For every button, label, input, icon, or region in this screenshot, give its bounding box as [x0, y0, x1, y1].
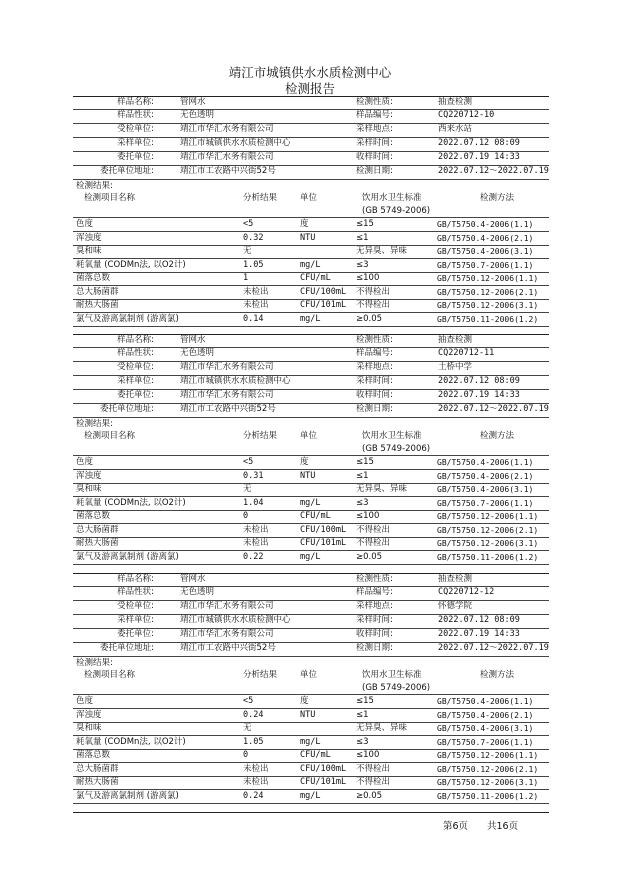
table-cell-std: 不得检出	[356, 538, 391, 548]
col-method-header: 检测方法	[480, 670, 515, 680]
table-cell-item: 菌落总数	[76, 273, 111, 283]
table-cell-result: 1.04	[243, 497, 264, 508]
table-cell-std: ≥0.05	[356, 551, 383, 562]
table-cell-result: 无	[243, 484, 252, 494]
col-unit-header: 单位	[300, 431, 318, 441]
table-cell-result: 无	[243, 246, 252, 256]
label-entrust: 委托单位:	[117, 152, 154, 162]
table-cell-item: 菌落总数	[76, 750, 111, 760]
table-cell-method: GB/T5750.12-2006(1.1)	[437, 512, 539, 521]
table-cell-method: GB/T5750.12-2006(3.1)	[437, 778, 539, 787]
table-cell-unit: CFU/mL	[300, 511, 331, 521]
label-test-date: 检测日期:	[356, 404, 393, 414]
table-cell-method: GB/T5750.11-2006(1.2)	[437, 791, 539, 801]
label-sample-name: 样品名称:	[117, 97, 154, 107]
col-method-header: 检测方法	[480, 431, 515, 441]
label-sample-desc: 样品性状:	[117, 348, 154, 358]
value-sample-time: 2022.07.12 08:09	[438, 615, 520, 625]
table-row-rule	[73, 326, 549, 327]
value-site: 西来水站	[438, 124, 473, 134]
value-client: 靖江市华汇水务有限公司	[180, 601, 274, 611]
table-cell-method: GB/T5750.4-2006(3.1)	[437, 485, 534, 494]
table-cell-method: GB/T5750.12-2006(1.1)	[437, 274, 539, 283]
table-cell-method: GB/T5750.4-2006(2.1)	[437, 710, 534, 720]
label-entrust-addr: 委托单位地址:	[100, 166, 154, 176]
table-cell-item: 色度	[76, 696, 94, 706]
table-cell-item: 耐热大肠菌	[76, 300, 119, 310]
col-result-header: 分析结果	[243, 193, 278, 203]
value-sample-no: CQ220712-11	[438, 348, 495, 358]
table-cell-result: 0	[243, 750, 249, 760]
row-rule	[73, 614, 549, 615]
table-cell-item: 色度	[76, 457, 94, 467]
label-sample-name: 样品名称:	[117, 335, 154, 345]
table-cell-std: ≤100	[356, 273, 380, 283]
value-desc: 无色透明	[180, 348, 215, 358]
table-cell-item: 耗氧量 (CODMn法, 以O2计)	[76, 736, 186, 747]
value-sampler: 靖江市城镇供水水质检测中心	[180, 376, 291, 386]
value-test-nature: 抽查检测	[438, 97, 473, 107]
label-sampler: 采样单位:	[117, 376, 154, 386]
value-name: 管网水	[180, 97, 206, 107]
table-cell-item: 臭和味	[76, 723, 102, 733]
label-site: 采样地点:	[356, 124, 393, 134]
table-cell-std: ≤100	[356, 511, 380, 521]
col-std-header: 饮用水卫生标准	[362, 193, 422, 203]
info-bottom-rule	[73, 179, 549, 180]
label-entrust-addr: 委托单位地址:	[100, 404, 154, 414]
table-cell-item: 色度	[76, 219, 94, 229]
table-cell-unit: mg/L	[300, 551, 321, 562]
table-cell-std: ≤100	[356, 750, 380, 760]
table-cell-std: ≤15	[356, 457, 374, 467]
value-client: 靖江市华汇水务有限公司	[180, 362, 274, 372]
table-cell-std: 无异臭、异味	[356, 723, 408, 733]
table-cell-result: 未检出	[243, 777, 269, 787]
table-cell-unit: mg/L	[300, 313, 321, 324]
value-entrust-addr: 靖江市工农路中兴街52号	[180, 166, 276, 176]
label-sample-time: 采样时间:	[356, 376, 393, 386]
col-result-header: 分析结果	[243, 670, 278, 680]
value-entrust-addr: 靖江市工农路中兴街52号	[180, 404, 276, 414]
table-cell-method: GB/T5750.12-2006(3.1)	[437, 539, 539, 548]
table-cell-result: 1.05	[243, 259, 264, 270]
table-cell-item: 浑浊度	[76, 232, 102, 243]
value-entrust-addr: 靖江市工农路中兴街52号	[180, 643, 276, 653]
value-entrust: 靖江市华汇水务有限公司	[180, 152, 274, 162]
row-rule	[73, 165, 549, 166]
value-receive-time: 2022.07.19 14:33	[438, 152, 520, 162]
label-sample-desc: 样品性状:	[117, 110, 154, 120]
table-cell-item: 浑浊度	[76, 709, 102, 720]
value-site: 怀德学院	[438, 601, 473, 611]
table-cell-result: 0.22	[243, 551, 264, 562]
table-cell-method: GB/T5750.12-2006(3.1)	[437, 301, 539, 310]
table-cell-item: 浑浊度	[76, 470, 102, 481]
table-cell-result: 0.24	[243, 709, 264, 720]
label-sample-time: 采样时间:	[356, 615, 393, 625]
table-cell-item: 氯气及游离氯制剂 (游离氯)	[76, 313, 179, 324]
table-cell-method: GB/T5750.4-2006(1.1)	[437, 697, 534, 706]
value-test-date: 2022.07.12～2022.07.19	[438, 643, 549, 653]
footer-page: 第6页	[443, 821, 469, 832]
info-bottom-rule	[73, 656, 549, 657]
row-rule	[73, 600, 549, 601]
label-test-date: 检测日期:	[356, 643, 393, 653]
row-rule	[73, 642, 549, 643]
col-item-header: 检测项目名称	[84, 670, 136, 680]
col-std-subheader: (GB 5749-2006)	[362, 683, 431, 693]
table-cell-result: 0.31	[243, 470, 264, 481]
table-cell-std: ≤3	[356, 736, 369, 747]
row-rule	[73, 403, 549, 404]
table-cell-method: GB/T5750.7-2006(1.1)	[437, 737, 534, 747]
table-cell-method: GB/T5750.12-2006(2.1)	[437, 525, 539, 535]
table-cell-std: 无异臭、异味	[356, 484, 408, 494]
table-cell-unit: NTU	[300, 470, 316, 481]
table-cell-std: ≤3	[356, 259, 369, 270]
label-client: 受检单位:	[117, 601, 154, 611]
table-cell-method: GB/T5750.4-2006(2.1)	[437, 233, 534, 243]
col-method-header: 检测方法	[480, 193, 515, 203]
label-test-nature: 检测性质:	[356, 97, 393, 107]
row-rule	[73, 628, 549, 629]
table-cell-item: 菌落总数	[76, 511, 111, 521]
table-cell-result: 0.32	[243, 232, 264, 243]
value-entrust: 靖江市华汇水务有限公司	[180, 390, 274, 400]
row-rule	[73, 347, 549, 348]
table-cell-item: 总大肠菌群	[76, 524, 119, 535]
table-cell-method: GB/T5750.4-2006(1.1)	[437, 458, 534, 467]
col-std-header: 饮用水卫生标准	[362, 431, 422, 441]
col-std-subheader: (GB 5749-2006)	[362, 444, 431, 454]
col-item-header: 检测项目名称	[84, 431, 136, 441]
value-desc: 无色透明	[180, 587, 215, 597]
label-test-nature: 检测性质:	[356, 574, 393, 584]
label-entrust-addr: 委托单位地址:	[100, 643, 154, 653]
table-cell-item: 总大肠菌群	[76, 763, 119, 774]
col-std-subheader: (GB 5749-2006)	[362, 206, 431, 216]
table-cell-method: GB/T5750.12-2006(2.1)	[437, 764, 539, 774]
label-sampler: 采样单位:	[117, 138, 154, 148]
footer-total: 共16页	[487, 821, 519, 832]
row-rule	[73, 586, 549, 587]
label-entrust: 委托单位:	[117, 629, 154, 639]
value-name: 管网水	[180, 574, 206, 584]
org-title: 靖江市城镇供水水质检测中心	[228, 65, 392, 80]
table-cell-result: 未检出	[243, 763, 269, 774]
table-cell-item: 耐热大肠菌	[76, 777, 119, 787]
value-entrust: 靖江市华汇水务有限公司	[180, 629, 274, 639]
table-cell-result: 未检出	[243, 286, 269, 297]
label-entrust: 委托单位:	[117, 390, 154, 400]
value-sample-no: CQ220712-10	[438, 110, 495, 120]
table-cell-method: GB/T5750.7-2006(1.1)	[437, 498, 534, 508]
table-cell-std: ≤3	[356, 497, 369, 508]
value-sample-time: 2022.07.12 08:09	[438, 138, 520, 148]
label-sample-desc: 样品性状:	[117, 587, 154, 597]
table-cell-method: GB/T5750.7-2006(1.1)	[437, 260, 534, 270]
table-cell-method: GB/T5750.4-2006(1.1)	[437, 220, 534, 229]
label-client: 受检单位:	[117, 124, 154, 134]
table-cell-unit: mg/L	[300, 736, 321, 747]
table-cell-std: ≤15	[356, 219, 374, 229]
value-test-nature: 抽查检测	[438, 335, 473, 345]
value-site: 土桥中学	[438, 362, 473, 372]
table-cell-unit: NTU	[300, 232, 316, 243]
value-sampler: 靖江市城镇供水水质检测中心	[180, 138, 291, 148]
value-desc: 无色透明	[180, 110, 215, 120]
value-sampler: 靖江市城镇供水水质检测中心	[180, 615, 291, 625]
table-header-rule	[73, 694, 549, 695]
table-cell-method: GB/T5750.12-2006(2.1)	[437, 287, 539, 297]
table-header-rule	[73, 217, 549, 218]
table-cell-result: 未检出	[243, 300, 269, 310]
table-cell-result: 1.05	[243, 736, 264, 747]
table-cell-unit: 度	[300, 219, 309, 229]
table-cell-unit: CFU/mL	[300, 273, 331, 283]
table-cell-result: 无	[243, 723, 252, 733]
row-rule	[73, 123, 549, 124]
label-sample-no: 样品编号:	[356, 110, 393, 120]
label-client: 受检单位:	[117, 362, 154, 372]
table-cell-method: GB/T5750.12-2006(1.1)	[437, 751, 539, 760]
value-name: 管网水	[180, 335, 206, 345]
table-row-rule	[73, 564, 549, 565]
table-cell-std: ≤1	[356, 232, 369, 243]
table-cell-std: ≤1	[356, 709, 369, 720]
row-rule	[73, 375, 549, 376]
table-cell-result: <5	[243, 457, 254, 467]
table-cell-unit: 度	[300, 696, 309, 706]
table-cell-item: 总大肠菌群	[76, 286, 119, 297]
table-cell-unit: CFU/mL	[300, 750, 331, 760]
label-receive-time: 收样时间:	[356, 629, 393, 639]
table-cell-std: 不得检出	[356, 763, 391, 774]
row-rule	[73, 151, 549, 152]
row-rule	[73, 361, 549, 362]
table-cell-unit: CFU/100mL	[300, 524, 347, 535]
label-site: 采样地点:	[356, 601, 393, 611]
value-sample-no: CQ220712-12	[438, 587, 495, 597]
table-cell-unit: CFU/100mL	[300, 763, 347, 774]
table-cell-std: ≥0.05	[356, 313, 383, 324]
label-test-nature: 检测性质:	[356, 335, 393, 345]
label-receive-time: 收样时间:	[356, 152, 393, 162]
results-label: 检测结果:	[76, 658, 113, 668]
table-cell-std: ≤1	[356, 470, 369, 481]
info-bottom-rule	[73, 417, 549, 418]
row-rule	[73, 389, 549, 390]
label-sample-no: 样品编号:	[356, 587, 393, 597]
label-test-date: 检测日期:	[356, 166, 393, 176]
table-cell-std: 不得检出	[356, 300, 391, 310]
col-unit-header: 单位	[300, 193, 318, 203]
value-client: 靖江市华汇水务有限公司	[180, 124, 274, 134]
table-cell-std: ≥0.05	[356, 790, 383, 801]
value-test-date: 2022.07.12～2022.07.19	[438, 404, 549, 414]
table-cell-std: 不得检出	[356, 286, 391, 297]
value-test-nature: 抽查检测	[438, 574, 473, 584]
col-result-header: 分析结果	[243, 431, 278, 441]
table-cell-std: ≤15	[356, 696, 374, 706]
table-cell-unit: CFU/101mL	[300, 777, 347, 787]
table-cell-result: <5	[243, 219, 254, 229]
table-cell-item: 氯气及游离氯制剂 (游离氯)	[76, 790, 179, 801]
label-receive-time: 收样时间:	[356, 390, 393, 400]
label-sample-time: 采样时间:	[356, 138, 393, 148]
table-cell-unit: mg/L	[300, 497, 321, 508]
label-sample-name: 样品名称:	[117, 574, 154, 584]
table-cell-method: GB/T5750.4-2006(3.1)	[437, 247, 534, 256]
table-cell-method: GB/T5750.11-2006(1.2)	[437, 552, 539, 562]
table-cell-unit: 度	[300, 457, 309, 467]
table-cell-unit: mg/L	[300, 259, 321, 270]
table-cell-result: 未检出	[243, 538, 269, 548]
table-cell-item: 臭和味	[76, 484, 102, 494]
table-cell-std: 不得检出	[356, 524, 391, 535]
table-cell-item: 耗氧量 (CODMn法, 以O2计)	[76, 259, 186, 270]
table-cell-method: GB/T5750.4-2006(3.1)	[437, 724, 534, 733]
col-unit-header: 单位	[300, 670, 318, 680]
table-cell-result: 1	[243, 273, 249, 283]
table-cell-unit: CFU/101mL	[300, 538, 347, 548]
table-header-rule	[73, 455, 549, 456]
label-sampler: 采样单位:	[117, 615, 154, 625]
table-cell-result: 0	[243, 511, 249, 521]
table-cell-item: 耗氧量 (CODMn法, 以O2计)	[76, 497, 186, 508]
table-cell-result: 0.14	[243, 313, 264, 324]
table-cell-method: GB/T5750.11-2006(1.2)	[437, 314, 539, 324]
value-sample-time: 2022.07.12 08:09	[438, 376, 520, 386]
table-cell-unit: CFU/101mL	[300, 300, 347, 310]
table-cell-unit: NTU	[300, 709, 316, 720]
table-cell-item: 氯气及游离氯制剂 (游离氯)	[76, 551, 179, 562]
table-cell-result: 0.24	[243, 790, 264, 801]
table-cell-std: 无异臭、异味	[356, 246, 408, 256]
table-cell-item: 臭和味	[76, 246, 102, 256]
value-receive-time: 2022.07.19 14:33	[438, 390, 520, 400]
table-cell-unit: CFU/100mL	[300, 286, 347, 297]
row-rule	[73, 137, 549, 138]
row-rule	[73, 109, 549, 110]
label-site: 采样地点:	[356, 362, 393, 372]
report-title: 检测报告	[284, 81, 335, 96]
table-cell-item: 耐热大肠菌	[76, 538, 119, 548]
table-cell-result: <5	[243, 696, 254, 706]
table-row-rule	[73, 803, 549, 804]
table-cell-result: 未检出	[243, 524, 269, 535]
table-cell-std: 不得检出	[356, 777, 391, 787]
results-label: 检测结果:	[76, 181, 113, 191]
col-std-header: 饮用水卫生标准	[362, 670, 422, 680]
col-item-header: 检测项目名称	[84, 193, 136, 203]
results-label: 检测结果:	[76, 419, 113, 429]
final-rule	[73, 812, 549, 813]
value-test-date: 2022.07.12～2022.07.19	[438, 166, 549, 176]
label-sample-no: 样品编号:	[356, 348, 393, 358]
table-cell-method: GB/T5750.4-2006(2.1)	[437, 471, 534, 481]
table-cell-unit: mg/L	[300, 790, 321, 801]
value-receive-time: 2022.07.19 14:33	[438, 629, 520, 639]
